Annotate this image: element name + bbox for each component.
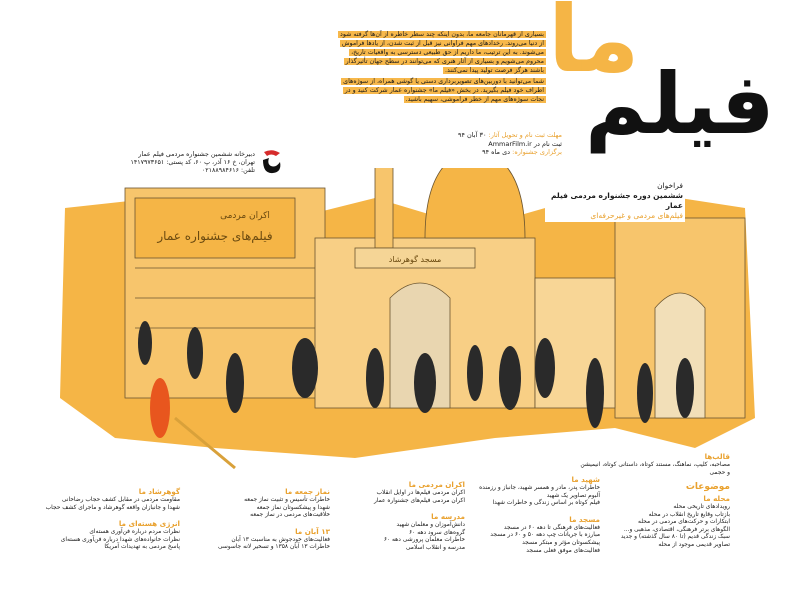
formats-title: قالب‌ها xyxy=(704,452,730,461)
topic-item: مبارزه با جریانات چپ دهه ۵۰ و ۶۰ در مسجد xyxy=(490,532,600,539)
section-type: فیلم‌های مردمی و غیرحرفه‌ای xyxy=(590,211,683,220)
sign-left-line1: اکران مردمی xyxy=(220,211,270,221)
registration-website[interactable]: ثبت نام در AmmarFilm.ir xyxy=(488,139,562,148)
ammar-logo-icon xyxy=(258,148,286,176)
topics-title: موضوعات xyxy=(685,482,730,493)
festival-date-value: دی ماه ۹۴ xyxy=(482,148,511,156)
topic-title: ۱۳ آبان ما xyxy=(295,526,330,536)
minaret xyxy=(375,168,393,248)
topic-group xyxy=(450,475,600,508)
subtitle xyxy=(545,180,685,222)
topic-item: فعالیت‌های خودجوش به مناسبت ۱۳ آبان xyxy=(231,536,330,543)
topics-column xyxy=(180,487,330,559)
topic-title: نماز جمعه ما xyxy=(285,487,330,496)
deadline-info xyxy=(440,131,562,157)
topic-item: خاطرات تأسیس و تثبیت نماز جمعه xyxy=(244,497,330,503)
topic-item: پاسخ مردمی به تهدیدات آمریکا xyxy=(104,544,180,551)
sign-left-line2: فیلم‌های جشنواره عمار xyxy=(157,229,273,243)
topic-item: اکران مردمی فیلم‌های جشنواره عمار xyxy=(373,497,465,504)
title-ma: ما xyxy=(548,0,640,93)
topic-item: مقاومت مردمی در مقابل کشف حجاب رضاخانی xyxy=(61,497,180,503)
topic-item: الگوهای برتر فرهنگی، اقتصادی، مذهبی و... xyxy=(623,526,730,533)
topics-column xyxy=(315,480,465,560)
topic-title: اکران مردمی ما xyxy=(408,480,465,489)
dome xyxy=(425,168,525,238)
deadline-value: ۳۰ آبان ۹۴ xyxy=(457,131,487,139)
topics-column xyxy=(450,475,600,562)
topic-title: محله ما xyxy=(703,494,730,503)
topic-item: تصاویر قدیمی موجود از محله xyxy=(658,541,730,548)
intro-text xyxy=(334,30,546,104)
topic-item: خاطرات ۱۳ آبان ۱۳۵۸ و تسخیر لانه جاسوسی xyxy=(217,544,330,551)
topic-group xyxy=(450,515,600,555)
topic-item: مدرسه و انقلاب اسلامی xyxy=(405,544,465,551)
formats-text: مصاحبه، کلیپ، نماهنگ، مستند کوتاه، داستانی کوتاه، انیمیشن و حجمی xyxy=(580,462,730,476)
topic-group xyxy=(30,519,180,552)
topic-group xyxy=(315,512,465,552)
festival-name: ششمین دوره جشنواره مردمی فیلم عمار xyxy=(551,191,683,210)
topic-item: شهدا و پیشکسوتان نماز جمعه xyxy=(256,504,330,511)
phone-number: تلفن: ۰۲۱۸۸۹۸۴۶۱۶ xyxy=(201,167,255,174)
topic-item: رویدادهای تاریخی محله xyxy=(673,504,730,510)
topic-item: نظرات مردم درباره فن‌آوری هسته‌ای xyxy=(89,529,180,536)
topic-group xyxy=(180,527,330,552)
topic-item: بازتاب وقایع تاریخ انقلاب در محله xyxy=(648,511,730,518)
intro-paragraph-1: بسیاری از قهرمانان جامعه ما، بدون اینکه چند سطر خاطره از آن‌ها گرفته شود از دنیا می‌روند. رخدادهای مهم فراوانی نیز قبل از ثبت شدن، از یادها فراموش می‌شوند. به این ترتیب، ما داریم از حق طبیعی دسترسی به واقعیات تاریخ، محروم می‌شویم و بسیاری از آثار هنری که می‌توانند در سطح جهان تأثیرگذار باشند هرگز فرصت تولید پیدا نمی‌کنند. xyxy=(340,31,544,74)
secretariat-address xyxy=(125,151,255,175)
topic-item: خاطرات پدر، مادر و همسر شهید، جانباز و رزمنده xyxy=(479,485,600,491)
topic-item: فیلم کوتاه بر اساس زندگی و خاطرات شهدا xyxy=(492,500,600,507)
topic-title: مدرسه ما xyxy=(431,512,465,522)
topic-title: شهید ما xyxy=(571,475,600,484)
topic-item: اکران مردمی فیلم‌ها در اوایل انقلاب xyxy=(376,490,465,496)
topic-title: مسجد ما xyxy=(569,514,600,524)
intro-paragraph-2: شما می‌توانید با دوربین‌های تصویربرداری دستی یا گوشی همراه، از سوژه‌های اطراف خود فیلم بگیرید. در بخش «فیلم ما» جشنواره عمار شرکت کنید و در نجات سوژه‌های مهم از خطر فراموشی، سهیم باشید. xyxy=(343,78,544,103)
topic-item: آلبوم تصاویر یک شهید xyxy=(546,492,600,499)
topic-group xyxy=(315,480,465,505)
secretariat-name: دبیرخانه ششمین جشنواره مردمی فیلم عمار xyxy=(138,151,255,158)
topic-item: دانش‌آموزان و معلمان شهید xyxy=(396,522,465,529)
topic-item: خاطرات معلمان پرورشی دهه ۶۰ xyxy=(383,537,465,544)
topic-group xyxy=(30,487,180,512)
topic-item: پیشکسوتان مؤثر و مبتکر مسجد xyxy=(522,539,600,546)
topics-column xyxy=(30,487,180,559)
topic-item: گروه‌های سرود دهه ۶۰ xyxy=(409,529,465,536)
topic-item: سبک زندگی قدیم (تا ۸۰ سال گذشته) و جدید xyxy=(620,534,730,541)
topic-item: نظرات خانواده‌های شهدا درباره فن‌آوری هسته‌ای xyxy=(60,536,180,543)
topic-title: گوهرشاد ما xyxy=(138,487,180,496)
formats-section xyxy=(580,452,730,494)
call-label: فراخوان xyxy=(657,181,683,190)
festival-date-label: برگزاری جشنواره: xyxy=(512,148,562,156)
topic-group xyxy=(580,494,730,550)
topic-item: فعالیت‌های فرهنگی تا دهه ۶۰ در مسجد xyxy=(503,524,600,531)
topic-title: انرژی هسته‌ای ما xyxy=(118,519,180,529)
topic-item: ابتکارات و حرکت‌های مردمی در محله xyxy=(638,519,730,526)
topic-item: شهدا و جانبازان واقعه گوهرشاد و ماجرای کشف حجاب xyxy=(45,504,180,511)
topic-item: فعالیت‌های موفق فعلی مسجد xyxy=(526,547,600,554)
deadline-label: مهلت ثبت نام و تحویل آثار: xyxy=(488,131,562,139)
topic-item: خلاقیت‌های مردمی در نماز جمعه xyxy=(250,512,330,519)
title-film: فیلم xyxy=(585,55,775,153)
sign-mosque: مسجد گوهرشاد xyxy=(388,255,442,264)
postal-address: تهران، خ ۱۶ آذر، پ ۶۰، کد پستی: ۱۴۱۷۹۷۳۶۵۱ xyxy=(130,159,255,166)
topics-column xyxy=(580,494,730,557)
topic-group xyxy=(180,487,330,520)
